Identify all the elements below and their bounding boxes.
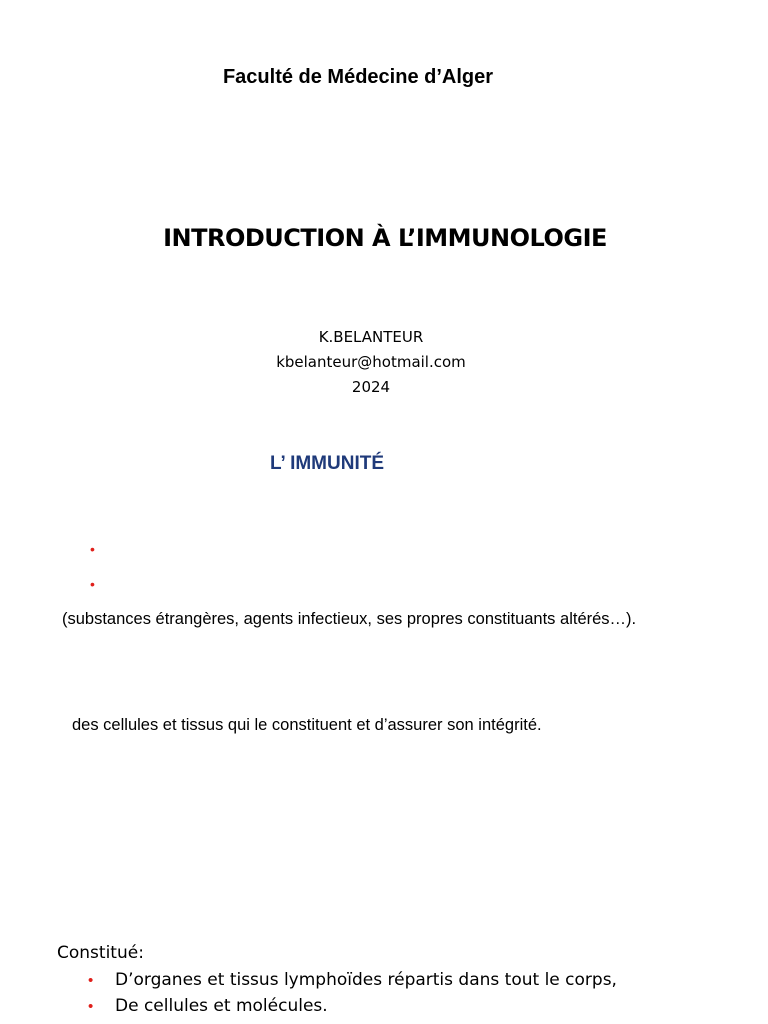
list-item-text: D’organes et tissus lymphoïdes répartis dans tout le corps, (115, 970, 617, 990)
bullet-icon: • (90, 576, 95, 592)
author-email: kbelanteur@hotmail.com (276, 353, 466, 371)
section-heading: L’ IMMUNITÉ (270, 453, 384, 474)
author-year: 2024 (351, 378, 391, 396)
list-item (88, 970, 617, 990)
list-item (88, 996, 328, 1016)
list-item-text: De cellules et molécules. (115, 996, 328, 1016)
author-name: K.BELANTEUR (318, 328, 424, 346)
bullet-icon: • (88, 972, 94, 989)
bullet-icon: • (90, 541, 95, 557)
faculty-header: Faculté de Médecine d’Alger (222, 66, 494, 88)
composition-label: Constitué: (57, 943, 144, 963)
bullet-icon: • (88, 998, 94, 1015)
integrity-text: des cellules et tissus qui le constituent et d’assurer son intégrité. (72, 716, 542, 734)
author-block (0, 325, 742, 400)
document-title: INTRODUCTION À L’IMMUNOLOGIE (163, 224, 607, 252)
examples-text: (substances étrangères, agents infectieux, ses propres constituants altérés…). (62, 610, 637, 628)
